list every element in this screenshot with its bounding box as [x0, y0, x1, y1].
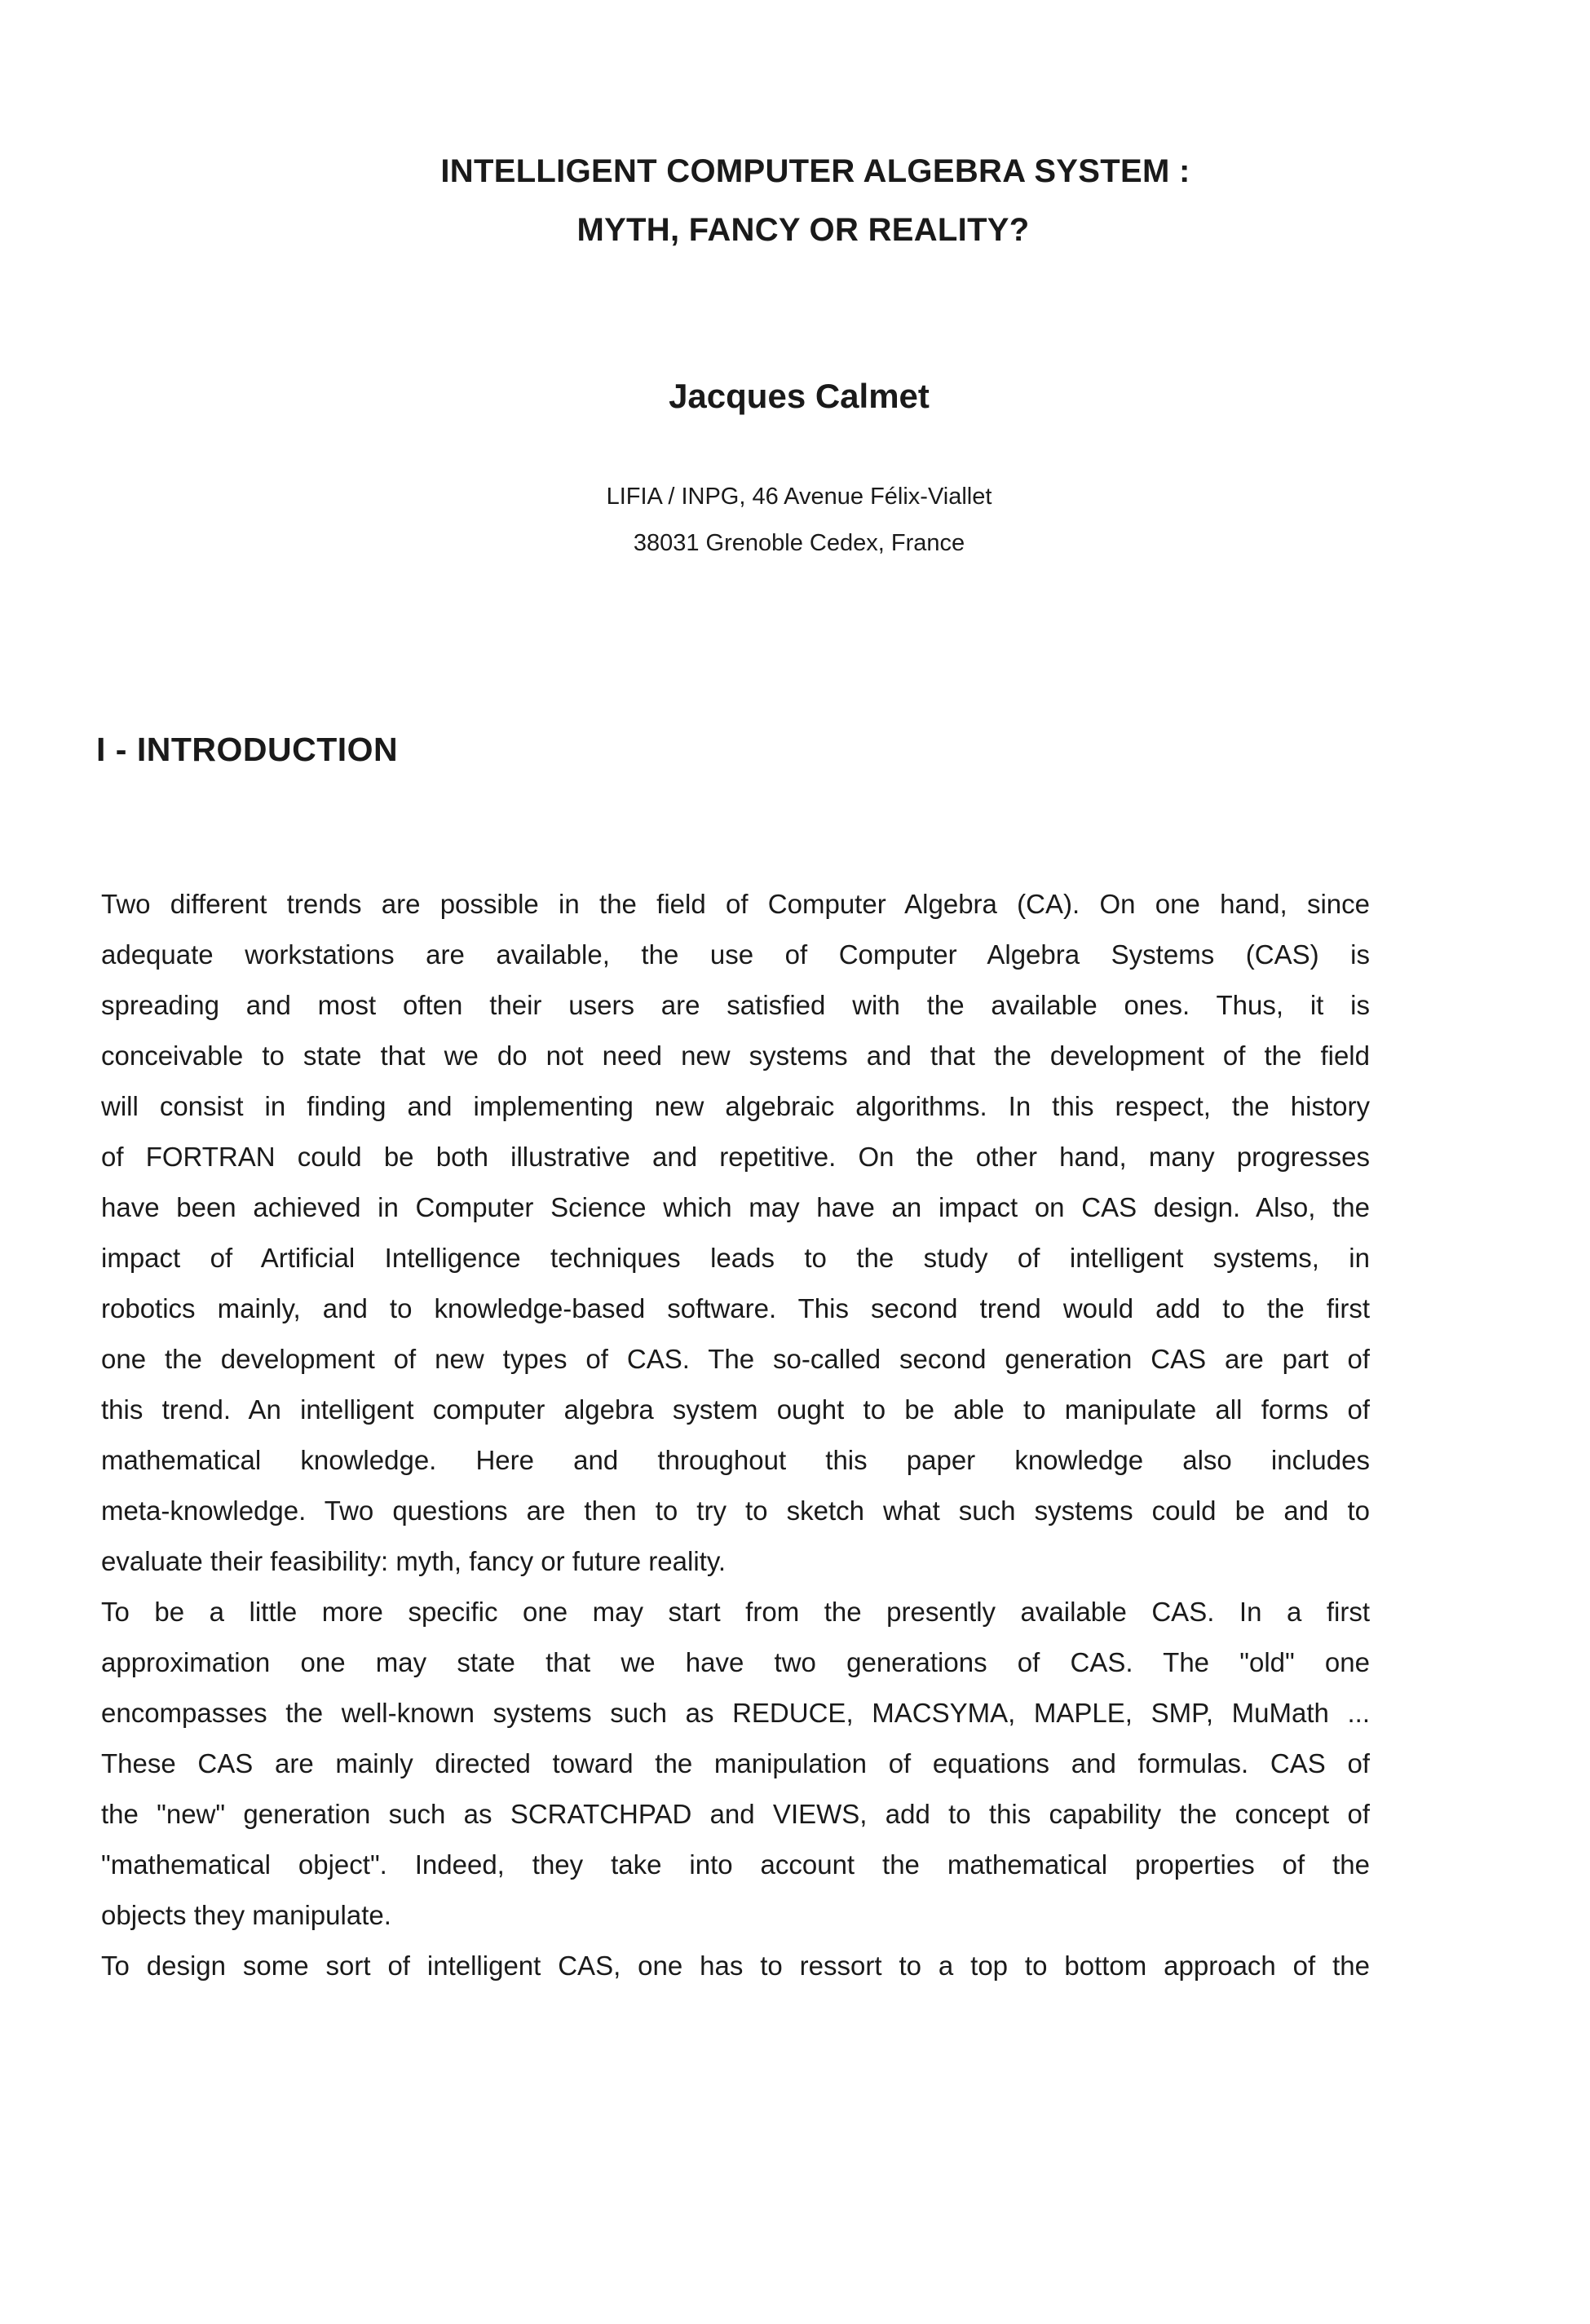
paragraph-line: of FORTRAN could be both illustrative and repetitive. On the other hand, many progresses	[101, 1142, 1370, 1172]
paragraph-line: the "new" generation such as SCRATCHPAD and VIEWS, add to this capability the concept of	[101, 1799, 1370, 1829]
paragraph-line: evaluate their feasibility: myth, fancy or future reality.	[101, 1546, 727, 1576]
section-heading-introduction: I - INTRODUCTION	[96, 731, 399, 768]
paragraph-line: one the development of new types of CAS. The so-called second generation CAS are part of	[101, 1344, 1370, 1374]
paragraph-2	[101, 1587, 1370, 1941]
paragraph-line: have been achieved in Computer Science which may have an impact on CAS design. Also, the	[101, 1192, 1370, 1222]
paragraph-line: mathematical knowledge. Here and throughout this paper knowledge also includes	[101, 1445, 1370, 1475]
paragraph-line: These CAS are mainly directed toward the manipulation of equations and formulas. CAS of	[101, 1748, 1370, 1778]
author-name: Jacques Calmet	[669, 377, 930, 415]
paragraph-line: impact of Artificial Intelligence techniques leads to the study of intelligent systems, in	[101, 1243, 1370, 1273]
affiliation-line-2: 38031 Grenoble Cedex, France	[633, 530, 965, 556]
paragraph-line: will consist in finding and implementing new algebraic algorithms. In this respect, the history	[101, 1091, 1370, 1121]
paragraph-line: To design some sort of intelligent CAS, one has to ressort to a top to bottom approach of the	[101, 1951, 1370, 1981]
paragraph-line: robotics mainly, and to knowledge-based software. This second trend would add to the first	[101, 1293, 1370, 1323]
paragraph-line: objects they manipulate.	[101, 1900, 391, 1930]
paragraph-line: "mathematical object". Indeed, they take into account the mathematical properties of the	[101, 1849, 1370, 1880]
paragraph-line: spreading and most often their users are satisfied with the available ones. Thus, it is	[101, 990, 1370, 1020]
paragraph-line: meta-knowledge. Two questions are then to try to sketch what such systems could be and to	[101, 1496, 1370, 1526]
paragraph-line: this trend. An intelligent computer algebra system ought to be able to manipulate all forms of	[101, 1394, 1370, 1425]
paragraph-line: approximation one may state that we have two generations of CAS. The "old" one	[101, 1647, 1370, 1677]
paragraph-line: Two different trends are possible in the field of Computer Algebra (CA). On one hand, since	[101, 889, 1370, 919]
paragraph-line: encompasses the well-known systems such as REDUCE, MACSYMA, MAPLE, SMP, MuMath ...	[101, 1698, 1370, 1728]
paragraph-line: conceivable to state that we do not need new systems and that the development of the field	[101, 1040, 1370, 1071]
paragraph-3	[101, 1941, 1370, 1991]
paragraph-1	[101, 879, 1370, 1587]
affiliation-line-1: LIFIA / INPG, 46 Avenue Félix-Viallet	[606, 484, 992, 510]
paper-title-line-1: INTELLIGENT COMPUTER ALGEBRA SYSTEM :	[440, 153, 1190, 189]
paragraph-line: adequate workstations are available, the use of Computer Algebra Systems (CAS) is	[101, 939, 1370, 970]
paper-title-line-2: MYTH, FANCY OR REALITY?	[576, 212, 1030, 248]
paragraph-line: To be a little more specific one may start from the presently available CAS. In a first	[101, 1597, 1370, 1627]
